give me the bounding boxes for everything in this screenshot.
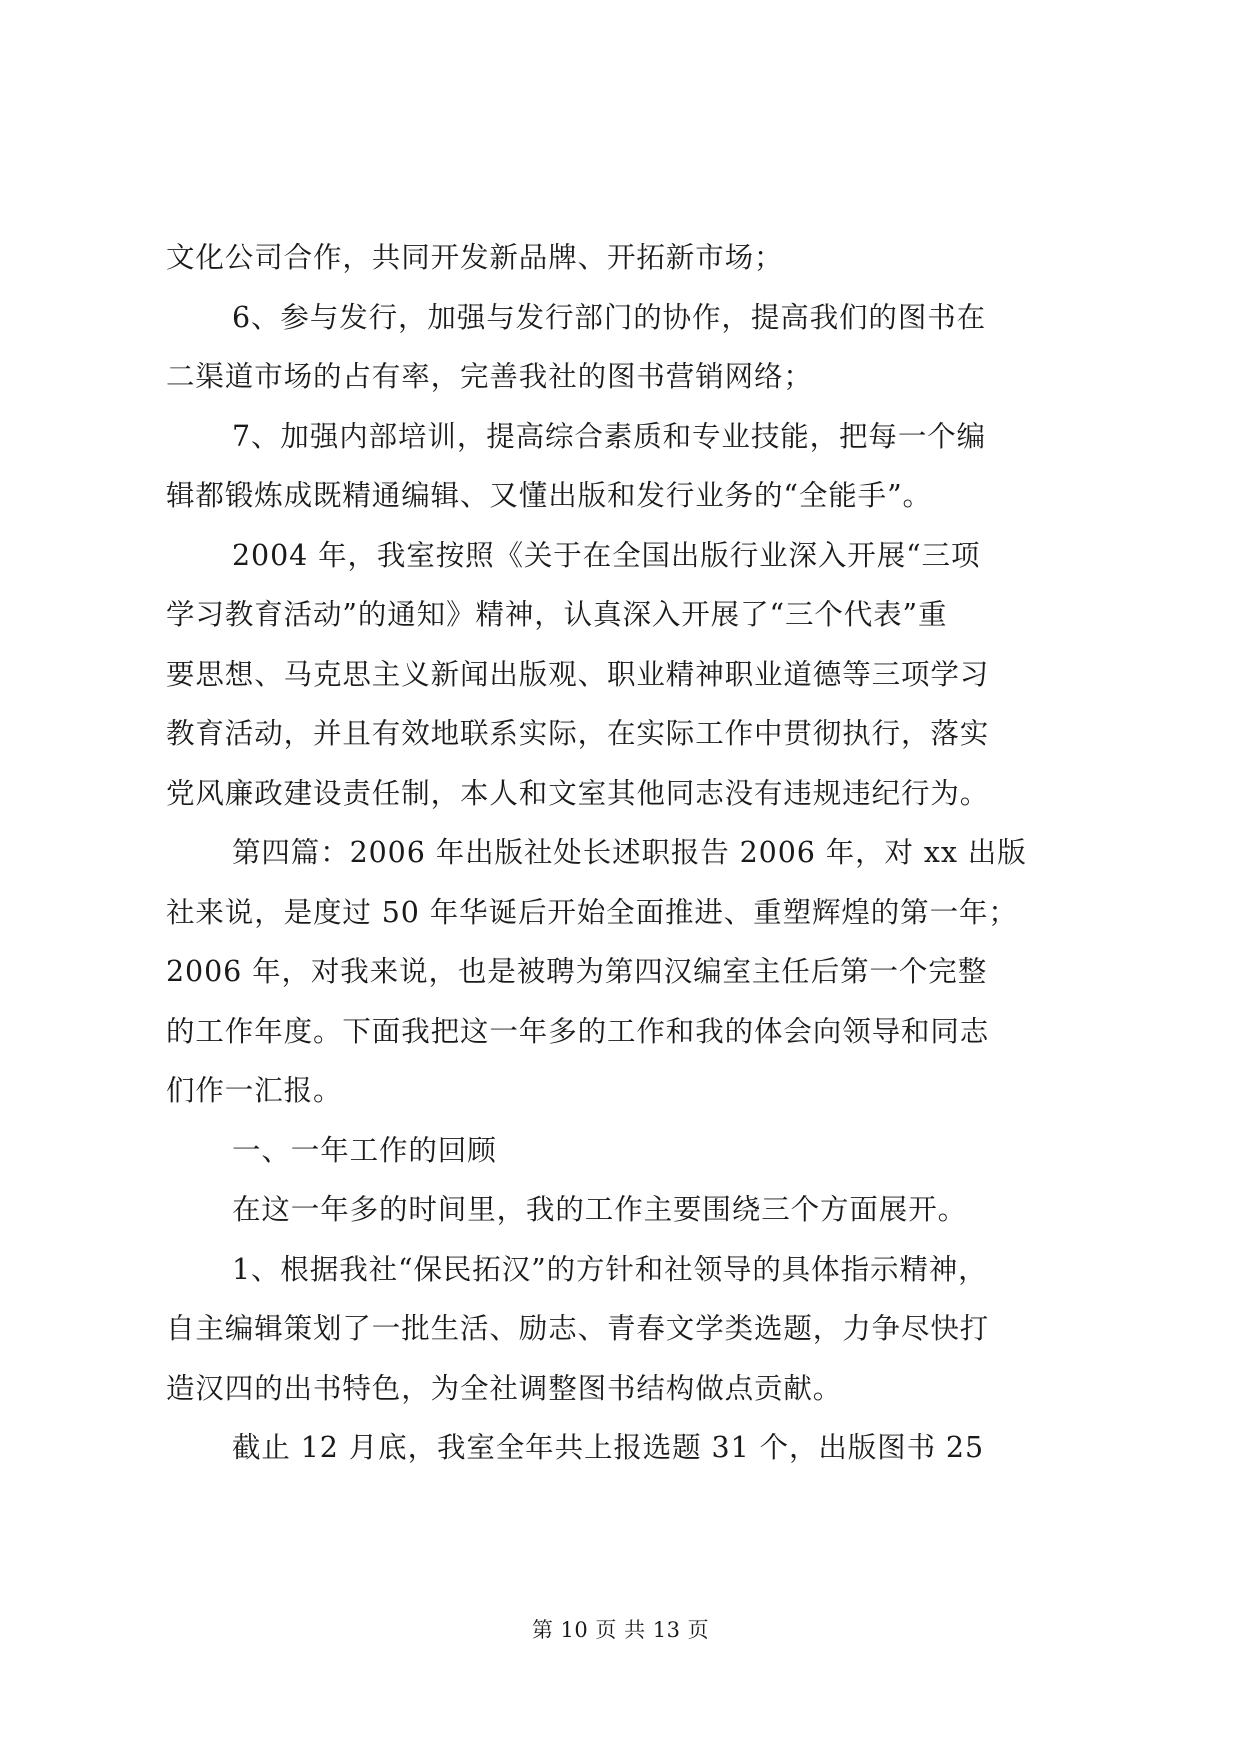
text-line: 社来说，是度过 50 年华诞后开始全面推进、重塑辉煌的第一年； xyxy=(166,895,1018,929)
text-line: 1、根据我社“保民拓汉”的方针和社领导的具体指示精神， xyxy=(232,1252,988,1286)
text-line: 截止 12 月底，我室全年共上报选题 31 个，出版图书 25 xyxy=(232,1431,984,1464)
text-line: 党风廉政建设责任制，本人和文室其他同志没有违规违纪行为。 xyxy=(166,776,990,810)
text-line: 们作一汇报。 xyxy=(166,1074,343,1107)
text-line: 2006 年，对我来说，也是被聘为第四汉编室主任后第一个完整 xyxy=(166,955,988,988)
text-line: 文化公司合作，共同开发新品牌、开拓新市场； xyxy=(166,241,784,274)
text-line: 的工作年度。下面我把这一年多的工作和我的体会向领导和同志 xyxy=(166,1014,990,1048)
body-text xyxy=(166,228,1086,1478)
text-line: 6、参与发行，加强与发行部门的协作，提高我们的图书在 xyxy=(232,300,987,334)
text-line: 造汉四的出书特色，为全社调整图书结构做点贡献。 xyxy=(166,1371,843,1405)
text-line: 自主编辑策划了一批生活、励志、青春文学类选题，力争尽快打 xyxy=(166,1312,990,1345)
text-line: 第四篇：2006 年出版社处长述职报告 2006 年，对 xx 出版 xyxy=(232,836,1027,869)
text-line: 二渠道市场的占有率，完善我社的图书营销网络； xyxy=(166,360,813,393)
text-line: 2004 年，我室按照《关于在全国出版行业深入开展“三项 xyxy=(232,538,981,572)
page-number-footer: 第 10 页 共 13 页 xyxy=(531,1618,710,1642)
text-line: 7、加强内部培训，提高综合素质和专业技能，把每一个编 xyxy=(232,419,987,453)
section-heading: 一、一年工作的回顾 xyxy=(232,1133,497,1167)
text-line: 学习教育活动”的通知》精神，认真深入开展了“三个代表”重 xyxy=(166,598,948,631)
text-line: 在这一年多的时间里，我的工作主要围绕三个方面展开。 xyxy=(232,1193,968,1226)
text-line: 要思想、马克思主义新闻出版观、职业精神职业道德等三项学习 xyxy=(166,657,990,691)
text-line: 辑都锻炼成既精通编辑、又懂出版和发行业务的“全能手”。 xyxy=(166,479,932,512)
text-line: 教育活动，并且有效地联系实际，在实际工作中贯彻执行，落实 xyxy=(166,717,990,750)
